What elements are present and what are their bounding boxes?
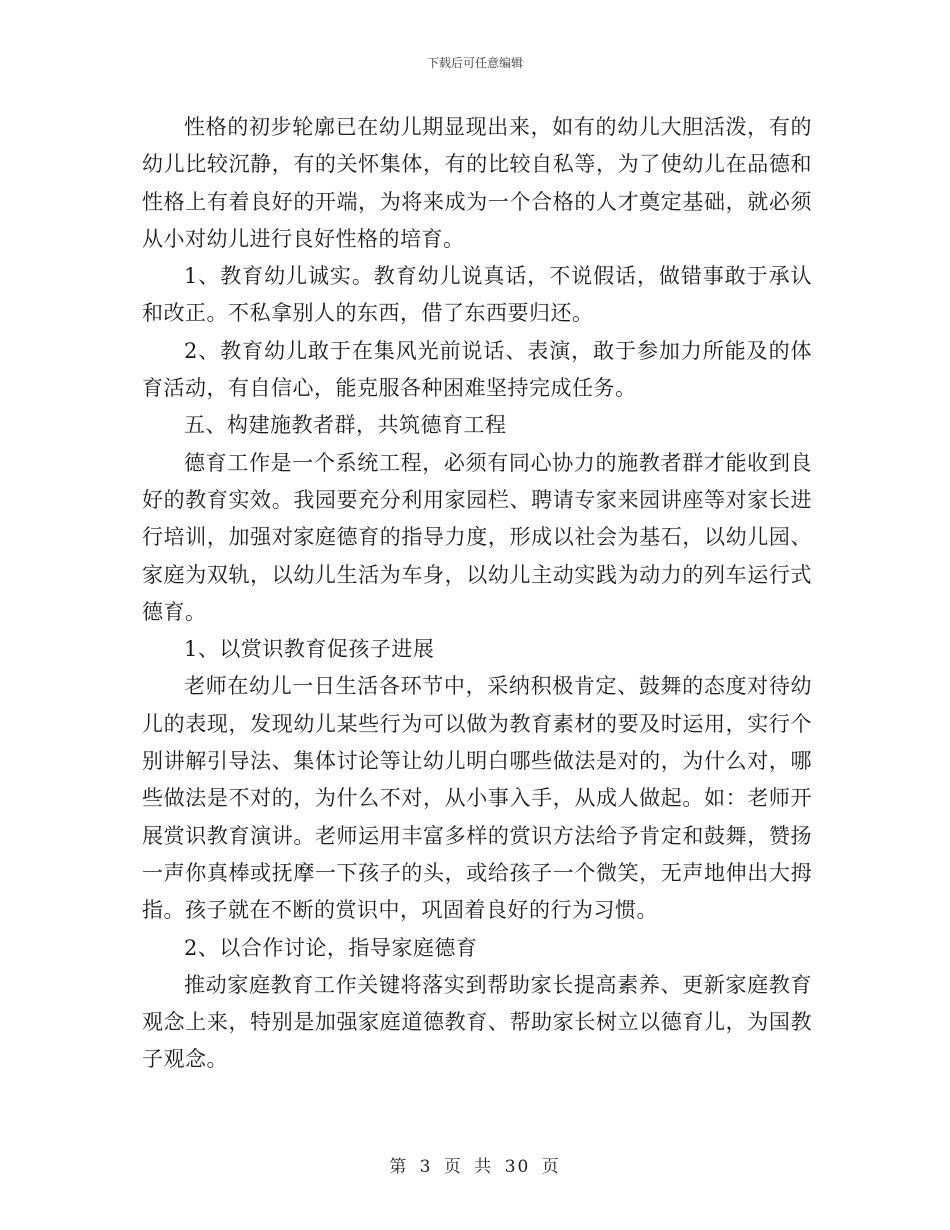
paragraph-appreciation-education: 老师在幼儿一日生活各环节中，采纳积极肯定、鼓舞的态度对待幼儿的表现，发现幼儿某些行为可以做为教育素材的要及时运用，实行个别讲解引导法、集体讨论等让幼儿明白哪些做法是对的，为什么对，哪些做法是不对的，为什么不对，从小事入手，从成人做起。如：老师开展赏识教育演讲。老师运用丰富多样的赏识方法给予肯定和鼓舞，赞扬一声你真棒或抚摩一下孩子的头，或给孩子一个微笑，无声地伸出大拇指。孩子就在不断的赏识中，巩固着良好的行为习惯。 (142, 674, 812, 923)
page-number: 第 3 页 共 30 页 (389, 1157, 561, 1177)
paragraph-honesty: 1、教育幼儿诚实。教育幼儿说真话，不说假话，做错事敢于承认和改正。不私拿别人的东西，借了东西要归还。 (142, 264, 812, 326)
document-body (142, 109, 812, 1079)
subheading-cooperative-discussion: 2、以合作讨论，指导家庭德育 (184, 935, 478, 960)
paragraph-family-education: 推动家庭教育工作关键将落实到帮助家长提高素养、更新家庭教育观念上来，特别是加强家庭道德教育、帮助家长树立以德育儿，为国教子观念。 (142, 972, 812, 1072)
paragraph-moral-education-project: 德育工作是一个系统工程，必须有同心协力的施教者群才能收到良好的教育实效。我园要充分利用家园栏、聘请专家来园讲座等对家长进行培训，加强对家庭德育的指导力度，形成以社会为基石，以幼儿园、家庭为双轨，以幼儿生活为车身，以幼儿主动实践为动力的列车运行式德育。 (142, 450, 812, 624)
paragraph-personality: 性格的初步轮廓已在幼儿期显现出来，如有的幼儿大胆活泼，有的幼儿比较沉静，有的关怀集体，有的比较自私等，为了使幼儿在品德和性格上有着良好的开端，为将来成为一个合格的人才奠定基础，就必须从小对幼儿进行良好性格的培育。 (142, 115, 812, 251)
section-heading-five: 五、构建施教者群，共筑德育工程 (184, 413, 507, 438)
subheading-appreciation-education: 1、以赏识教育促孩子进展 (184, 637, 435, 662)
paragraph-confidence: 2、教育幼儿敢于在集风光前说话、表演，敢于参加力所能及的体育活动，有自信心，能克服各种困难坚持完成任务。 (142, 338, 812, 401)
header-note: 下载后可任意编辑 (426, 56, 523, 70)
